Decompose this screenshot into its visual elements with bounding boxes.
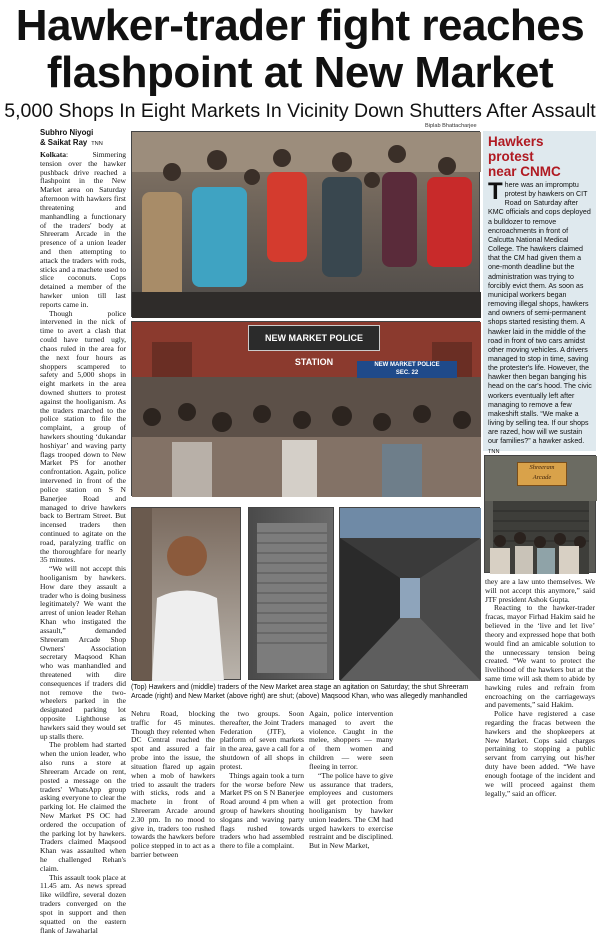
police-station-sign: NEW MARKET POLICE STATION	[248, 325, 380, 351]
paragraph-1: : Simmering tension over the hawker pushback drive reached a flashpoint in the New Market area on Saturday afternoon with hawkers first threatening and manhandling a functionary of the traders' body at Shreeram Arcade in the presence of a union leader and then attempting to attack the traders with rods, sticks and a machete used to slice coconuts. Cops detained a member of the hawker union till last reports came in.	[40, 150, 126, 309]
photo-credit: Biplab Bhattacharjee	[425, 123, 477, 129]
market-corridor-illustration	[340, 508, 481, 681]
col5-paragraph-2: Reacting to the hawker-trader fracas, mayor Firhad Hakim said he believed in the ‘live and let live’ theory and expressed hope that both would find an amicable solution to the unnecessary tension being created. “We want to protect the livelihood of the hawkers but at the same time will ask them to abide by hawking rules and refrain from encroaching on the carriageways and pavements,” said Hakim.	[485, 603, 595, 710]
photo-caption: (Top) Hawkers and (middle) traders of the New Market area stage an agitation on Saturday; the shut Shreeram Arcade (right) and New Market (above right) are shut; (above) Maqsood Khan, who was allegedly manhandled	[131, 684, 469, 700]
dateline: Kolkata	[40, 150, 66, 159]
sidebar-dropcap: T	[488, 178, 503, 205]
paragraph-2: Though police intervened in the nick of time to avert a clash that could have turned ugly, chaos ruled in the area for the next four hours as shoppers scampered to safety and 5,000 shops in eight markets in the area downed shutters to protest against the hooliganism. As the traders marched to the police station to file the complaint, a group of hawkers shouting ‘dukandar hoshiyar’ and waving party flags trooped down to New Market PS for another confrontation. Again, police intervened in front of the police station on S N Banerjee Road and managed to drive hawkers back to Bertram Street. But incensed traders then continued to agitate on the road, paralyzing traffic on the thoroughfare for nearly 35 minutes.	[40, 308, 126, 565]
article-column-2	[131, 709, 215, 859]
col5-paragraph-1: they are a law unto themselves. We will not accept this anymore,” said JTF president Ashok Gupta.	[485, 577, 595, 604]
byline-author-1: Subhro Niyogi	[40, 128, 94, 137]
headline	[0, 2, 600, 96]
sidebar-body	[483, 178, 596, 457]
shut-shreeram-arcade-photo	[248, 507, 334, 680]
article-column-4	[309, 709, 393, 851]
byline-author-2: & Saikat Ray	[40, 138, 88, 147]
article-column-1	[40, 150, 126, 935]
police-station-photo	[131, 321, 480, 496]
byline	[40, 128, 130, 149]
article-column-5	[485, 578, 595, 842]
shutters-illustration	[249, 508, 335, 681]
paragraph-3: “We will not accept this hooliganism by hawkers. How dare they assault a trader who is doing business legitimately? We want the arrest of union leader Rehan Khan who instigated the assault,” demanded Shreeram Arcade Shop Owners' Association secretary Maqsood Khan who was manhandled and threatened with dire consequences if traders did not remove the two-wheelers parked in the designated parking lot opposite Lighthouse as hawkers said they would set up stalls there.	[40, 564, 126, 741]
paragraph-4: The problem had started when the union leader, who also runs a store at Shreeram Arcade on rent, posted a message on the traders' WhatsApp group asking everyone to clear the parking lot. He claimed the New Market PS OC had ordered the occupation of the parking lot by hawkers. Traders claimed Maqsood Khan was assaulted when he challenged Rehan's claim.	[40, 740, 126, 873]
byline-tag: TNN	[91, 141, 103, 147]
headline-line-1: Hawker-trader fight reaches	[15, 1, 585, 50]
col3-paragraph-2: Things again took a turn for the worse before New Market PS on S N Banerjee Road around 4 pm when a group of hawkers shouting slogans and waving party flags rushed towards traders who had assembled there to file a complaint.	[220, 770, 304, 851]
col4-paragraph-2: “The police have to give us assurance that traders, employees and customers will get protection from hooliganism by hawker union leaders. The CM had urged hawkers to exercise restraint and be disciplined. But in New Market,	[309, 770, 393, 851]
portrait-illustration	[132, 508, 242, 681]
maqsood-khan-photo	[131, 507, 241, 680]
paragraph-5: This assault took place at 11.45 am. As news spread like wildfire, several dozen traders converged on the spot in support and then squatted on the eastern flank of Jawaharlal	[40, 872, 126, 935]
police-sub-sign	[357, 361, 457, 378]
hawkers-protest-photo	[131, 131, 480, 317]
arcade-sign-line-2: Arcade	[532, 474, 552, 481]
arcade-sign-line-1: Shreeram	[529, 464, 555, 471]
sidebar-box	[483, 131, 596, 455]
article-column-3	[220, 709, 304, 851]
sidebar-tag: TNN	[488, 448, 500, 455]
col5-paragraph-3: Police have registered a case regarding the fracas between the hawkers and the shopkeepers at New Market. Cops said charges pertaining to stopping a public servant from carrying out his/her duty have been added. “We have enough footage of the incident and we will proceed against them legally,” said an officer.	[485, 709, 595, 798]
headline-line-2: flashpoint at New Market	[46, 48, 554, 97]
shreeram-arcade-photo	[484, 455, 596, 573]
shreeram-arcade-sign	[517, 462, 567, 486]
subheadline: 5,000 Shops In Eight Markets In Vicinity Down Shutters After Assault	[4, 100, 596, 122]
sidebar-title-line-1: Hawkers protest	[488, 134, 544, 164]
shut-new-market-photo	[339, 507, 480, 680]
sidebar-text: here was an impromptu protest by hawkers on CIT Road on Saturday after KMC officials and cops deployed a bulldozer to remove encroachments in front of Calcutta National Medical College. The hawkers claimed that the CM had given them a one-month deadline but the administration was trying to forcibly evict them. As soon as municipal workers began removing illegal shops, hawkers and owners of semi-permanent shops started resisting them. A hawker laid in the middle of the road in front of two cars amidst other moving vehicles. A drivers managed to stop in time, saving the protester's life. However, the hawker then began banging his head on the car's hood. The civic workers eventually left after managing to remove a few makeshift stalls. “We make a living by selling tea. If our shops are razed, how will we sustain our families?” a hawker asked.	[488, 181, 592, 446]
sidebar-title	[483, 131, 596, 181]
col3-paragraph-1: the two groups. Soon thereafter, the Joint Traders Federation (JTF), a platform of seven markets in the area, gave a call for a shutdown of all shops in protest.	[220, 709, 304, 771]
col2-paragraph: Nehru Road, blocking traffic for 45 minutes. Though they relented when DC Central reached the spot and assured a fair probe into the issue, the situation flared up again when a mob of hawkers tried to assault the traders with sticks, rods and a machete in front of Shreeram Arcade around 2.30 pm. In no mood to give in, traders too rushed towards the hawkers before police stepped in to act as a barrier between	[131, 709, 215, 859]
police-sub-sign-line-1: NEW MARKET POLICE	[374, 362, 440, 368]
police-sub-sign-line-2: SEC. 22	[395, 370, 419, 376]
sidebar-title-line-2: near CNMC	[488, 164, 561, 179]
hawkers-crowd-illustration	[132, 132, 481, 318]
col4-paragraph-1: Again, police intervention managed to avert the violence. Caught in the melee, shoppers — many of them women and children — were seen fleeing in terror.	[309, 709, 393, 771]
